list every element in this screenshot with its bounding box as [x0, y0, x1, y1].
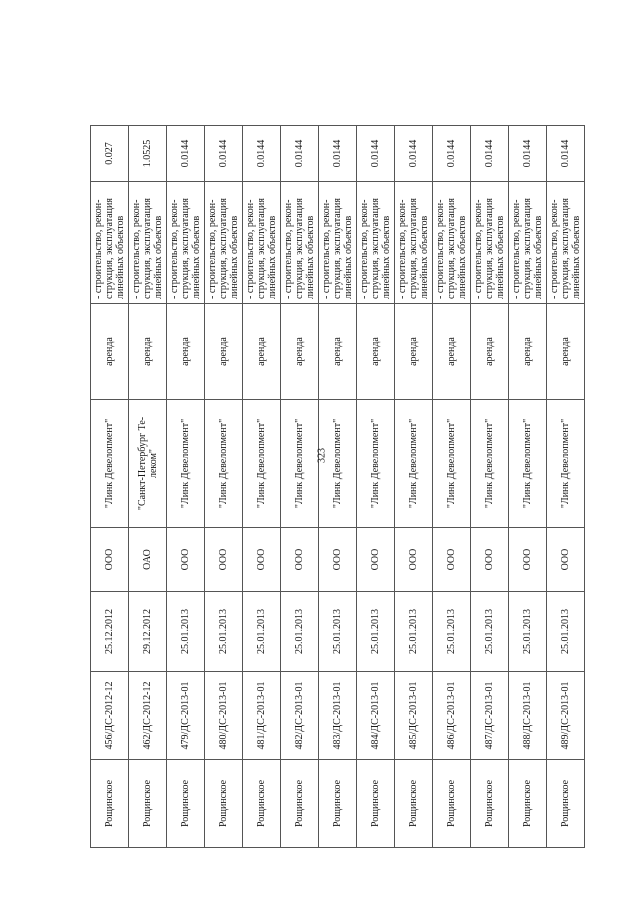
organization-cell: "Санкт-Петербург Те-леком": [129, 400, 167, 528]
contract-number-cell: 480/ДС-2013-01: [205, 672, 243, 760]
area-cell: 0.0144: [547, 126, 585, 182]
legal-form-cell: ООО: [243, 528, 281, 592]
purpose-cell: - строительство, рекон-струкция, эксплуатация линейных объектов: [243, 182, 281, 304]
right-type-cell: аренда: [91, 304, 129, 400]
district-cell: Рощинское: [91, 760, 129, 848]
purpose-cell: - строительство, рекон-струкция, эксплуатация линейных объектов: [281, 182, 319, 304]
contract-date-cell: 25.01.2013: [167, 592, 205, 672]
right-type-cell: аренда: [129, 304, 167, 400]
contract-number-cell: 482/ДС-2013-01: [281, 672, 319, 760]
table-row: [91, 126, 129, 848]
legal-form-cell: ООО: [509, 528, 547, 592]
contract-date-cell: 25.01.2013: [281, 592, 319, 672]
area-cell: 0.0144: [471, 126, 509, 182]
purpose-cell: - строительство, рекон-струкция, эксплуатация линейных объектов: [91, 182, 129, 304]
area-cell: 0.0144: [357, 126, 395, 182]
contract-number-cell: 487/ДС-2013-01: [471, 672, 509, 760]
district-cell: Рощинское: [281, 760, 319, 848]
contract-date-cell: 25.01.2013: [395, 592, 433, 672]
right-type-cell: аренда: [395, 304, 433, 400]
table-row: [357, 126, 395, 848]
purpose-cell: - строительство, рекон-струкция, эксплуатация линейных объектов: [509, 182, 547, 304]
right-type-cell: аренда: [509, 304, 547, 400]
table-row: [167, 126, 205, 848]
contract-number-cell: 489/ДС-2013-01: [547, 672, 585, 760]
contract-number-cell: 462/ДС-2012-12: [129, 672, 167, 760]
contract-number-cell: 483/ДС-2013-01: [319, 672, 357, 760]
legal-form-cell: ООО: [357, 528, 395, 592]
district-cell: Рощинское: [547, 760, 585, 848]
area-cell: 0.0144: [395, 126, 433, 182]
organization-cell: "Линк Девелопмент": [243, 400, 281, 528]
legal-form-cell: ОАО: [129, 528, 167, 592]
right-type-cell: аренда: [205, 304, 243, 400]
area-cell: 0.027: [91, 126, 129, 182]
district-cell: Рощинское: [243, 760, 281, 848]
district-cell: Рощинское: [395, 760, 433, 848]
legal-form-cell: ООО: [547, 528, 585, 592]
contract-date-cell: 25.01.2013: [471, 592, 509, 672]
district-cell: Рощинское: [509, 760, 547, 848]
purpose-cell: - строительство, рекон-струкция, эксплуатация линейных объектов: [205, 182, 243, 304]
purpose-cell: - строительство, рекон-струкция, эксплуатация линейных объектов: [395, 182, 433, 304]
legal-form-cell: ООО: [433, 528, 471, 592]
legal-form-cell: ООО: [167, 528, 205, 592]
area-cell: 0.0144: [205, 126, 243, 182]
table-row: [509, 126, 547, 848]
organization-cell: "Линк Девелопмент": [167, 400, 205, 528]
legal-form-cell: ООО: [395, 528, 433, 592]
purpose-cell: - строительство, рекон-струкция, эксплуатация линейных объектов: [433, 182, 471, 304]
organization-cell: "Линк Девелопмент": [395, 400, 433, 528]
table-row: [281, 126, 319, 848]
right-type-cell: аренда: [433, 304, 471, 400]
contract-date-cell: 25.01.2013: [357, 592, 395, 672]
district-cell: Рощинское: [319, 760, 357, 848]
area-cell: 0.0144: [509, 126, 547, 182]
purpose-cell: - строительство, рекон-струкция, эксплуатация линейных объектов: [357, 182, 395, 304]
right-type-cell: аренда: [281, 304, 319, 400]
contract-number-cell: 488/ДС-2013-01: [509, 672, 547, 760]
area-cell: 0.0144: [281, 126, 319, 182]
table-row: [395, 126, 433, 848]
legal-form-cell: ООО: [205, 528, 243, 592]
right-type-cell: аренда: [547, 304, 585, 400]
area-cell: 1.0525: [129, 126, 167, 182]
district-cell: Рощинское: [205, 760, 243, 848]
district-cell: Рощинское: [129, 760, 167, 848]
contract-number-cell: 484/ДС-2013-01: [357, 672, 395, 760]
contract-date-cell: 25.01.2013: [205, 592, 243, 672]
contract-number-cell: 479/ДС-2013-01: [167, 672, 205, 760]
table-row: [129, 126, 167, 848]
table-row: [433, 126, 471, 848]
organization-cell: "Линк Девелопмент": [509, 400, 547, 528]
contract-number-cell: 486/ДС-2013-01: [433, 672, 471, 760]
contract-date-cell: 25.01.2013: [509, 592, 547, 672]
table-body: [91, 126, 585, 848]
table-row: [205, 126, 243, 848]
district-cell: Рощинское: [433, 760, 471, 848]
purpose-cell: - строительство, рекон-струкция, эксплуатация линейных объектов: [471, 182, 509, 304]
contract-date-cell: 25.01.2013: [547, 592, 585, 672]
organization-cell: "Линк Девелопмент": [471, 400, 509, 528]
district-cell: Рощинское: [357, 760, 395, 848]
district-cell: Рощинское: [471, 760, 509, 848]
area-cell: 0.0144: [433, 126, 471, 182]
organization-cell: "Линк Девелопмент": [319, 400, 357, 528]
area-cell: 0.0144: [243, 126, 281, 182]
legal-form-cell: ООО: [91, 528, 129, 592]
organization-cell: "Линк Девелопмент": [433, 400, 471, 528]
right-type-cell: аренда: [167, 304, 205, 400]
contract-date-cell: 25.01.2013: [243, 592, 281, 672]
contract-number-cell: 481/ДС-2013-01: [243, 672, 281, 760]
purpose-cell: - строительство, рекон-струкция, эксплуатация линейных объектов: [129, 182, 167, 304]
contract-date-cell: 25.01.2013: [433, 592, 471, 672]
legal-form-cell: ООО: [471, 528, 509, 592]
rotated-table-wrapper: [90, 126, 585, 848]
right-type-cell: аренда: [319, 304, 357, 400]
table-row: [319, 126, 357, 848]
contract-number-cell: 485/ДС-2013-01: [395, 672, 433, 760]
legal-form-cell: ООО: [319, 528, 357, 592]
contract-date-cell: 29.12.2012: [129, 592, 167, 672]
contract-date-cell: 25.12.2012: [91, 592, 129, 672]
right-type-cell: аренда: [357, 304, 395, 400]
purpose-cell: - строительство, рекон-струкция, эксплуатация линейных объектов: [547, 182, 585, 304]
organization-cell: "Линк Девелопмент": [281, 400, 319, 528]
table-row: [243, 126, 281, 848]
organization-cell: "Линк Девелопмент": [357, 400, 395, 528]
right-type-cell: аренда: [471, 304, 509, 400]
page-number: 323: [316, 448, 328, 463]
organization-cell: "Линк Девелопмент": [547, 400, 585, 528]
contract-date-cell: 25.01.2013: [319, 592, 357, 672]
legal-form-cell: ООО: [281, 528, 319, 592]
organization-cell: "Линк Девелопмент": [91, 400, 129, 528]
purpose-cell: - строительство, рекон-струкция, эксплуатация линейных объектов: [167, 182, 205, 304]
organization-cell: "Линк Девелопмент": [205, 400, 243, 528]
contract-number-cell: 456/ДС-2012-12: [91, 672, 129, 760]
table-row: [547, 126, 585, 848]
area-cell: 0.0144: [167, 126, 205, 182]
right-type-cell: аренда: [243, 304, 281, 400]
lease-table: [90, 125, 585, 848]
district-cell: Рощинское: [167, 760, 205, 848]
purpose-cell: - строительство, рекон-струкция, эксплуатация линейных объектов: [319, 182, 357, 304]
table-row: [471, 126, 509, 848]
area-cell: 0.0144: [319, 126, 357, 182]
